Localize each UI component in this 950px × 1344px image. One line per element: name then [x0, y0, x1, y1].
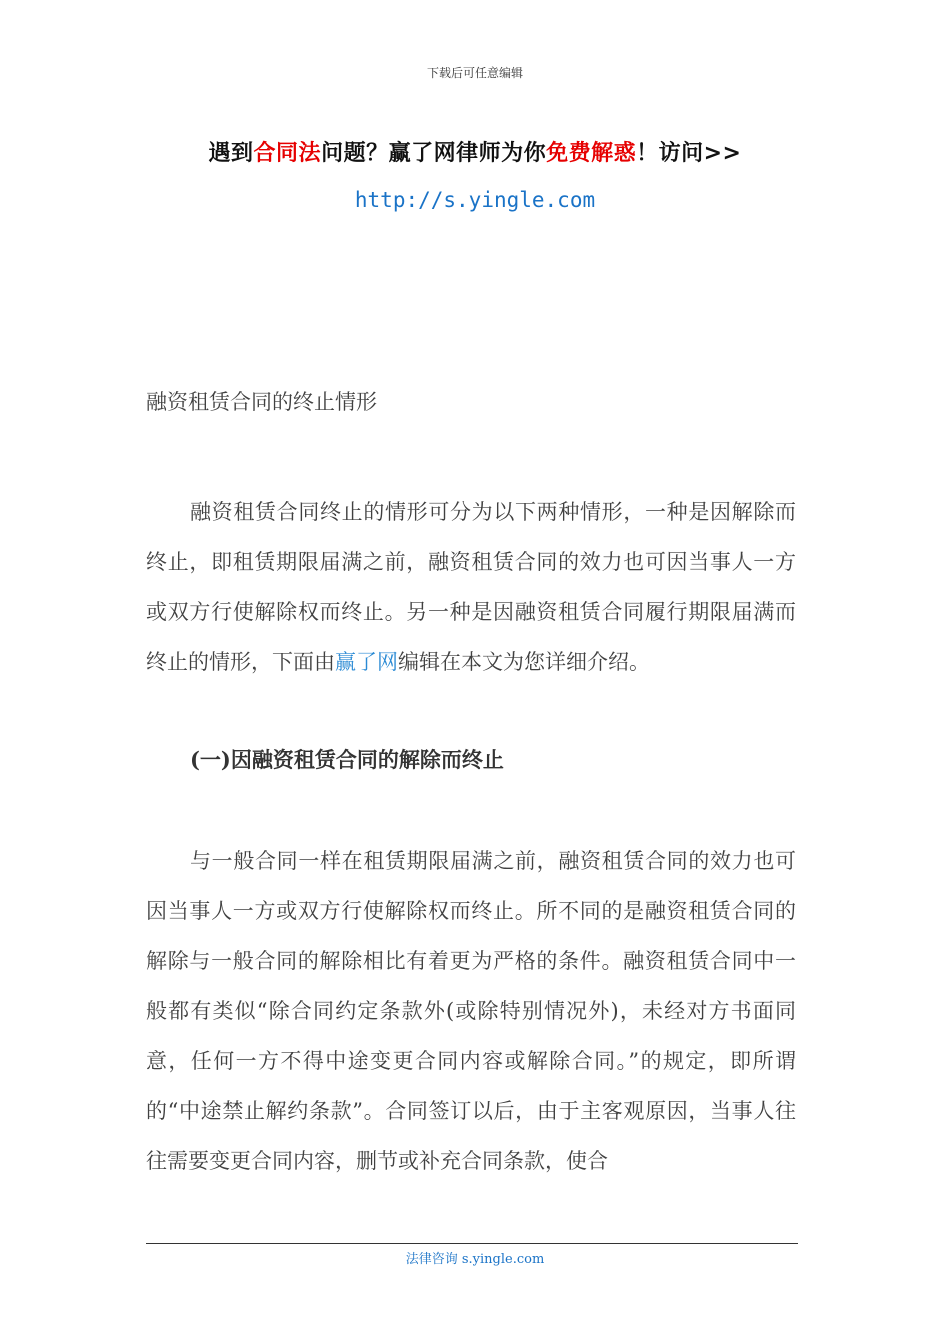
intro-text-end: 编辑在本文为您详细介绍。 [398, 650, 650, 674]
promo-url-link[interactable]: http://s.yingle.com [354, 188, 596, 212]
promo-banner [0, 136, 950, 167]
intro-text: 融资租赁合同终止的情形可分为以下两种情形，一种是因解除而终止，即租赁期限届满之前，融资租赁合同的效力也可因当事人一方或双方行使解除权而终止。另一种是因融资租赁合同履行期限届满而终止的情形，下面由 [146, 500, 796, 674]
promo-highlight-free: 免费解惑 [546, 141, 637, 166]
footer-link[interactable]: 法律咨询 s.yingle.com [405, 1252, 545, 1267]
document-title: 融资租赁合同的终止情形 [146, 390, 377, 414]
promo-text-2: 问题？赢了网律师为你 [321, 141, 547, 166]
page-header-caption: 下载后可任意编辑 [426, 66, 523, 80]
promo-text-1: 遇到 [208, 141, 254, 166]
footer-divider [146, 1243, 798, 1244]
intro-paragraph [146, 487, 796, 687]
yingle-inline-link[interactable]: 赢了网 [335, 650, 398, 674]
promo-text-3: ！访问>> [636, 141, 742, 166]
promo-highlight-contract-law: 合同法 [253, 141, 322, 166]
section-body-paragraph: 与一般合同一样在租赁期限届满之前，融资租赁合同的效力也可因当事人一方或双方行使解除权而终止。所不同的是融资租赁合同的解除与一般合同的解除相比有着更为严格的条件。融资租赁合同中一般都有类似“除合同约定条款外(或除特别情况外)，未经对方书面同意，任何一方不得中途变更合同内容或解除合同。”的规定，即所谓的“中途禁止解约条款”。合同签订以后，由于主客观原因，当事人往往需要变更合同内容，删节或补充合同条款，使合 [146, 849, 796, 1173]
section-heading: (一)因融资租赁合同的解除而终止 [190, 747, 504, 772]
